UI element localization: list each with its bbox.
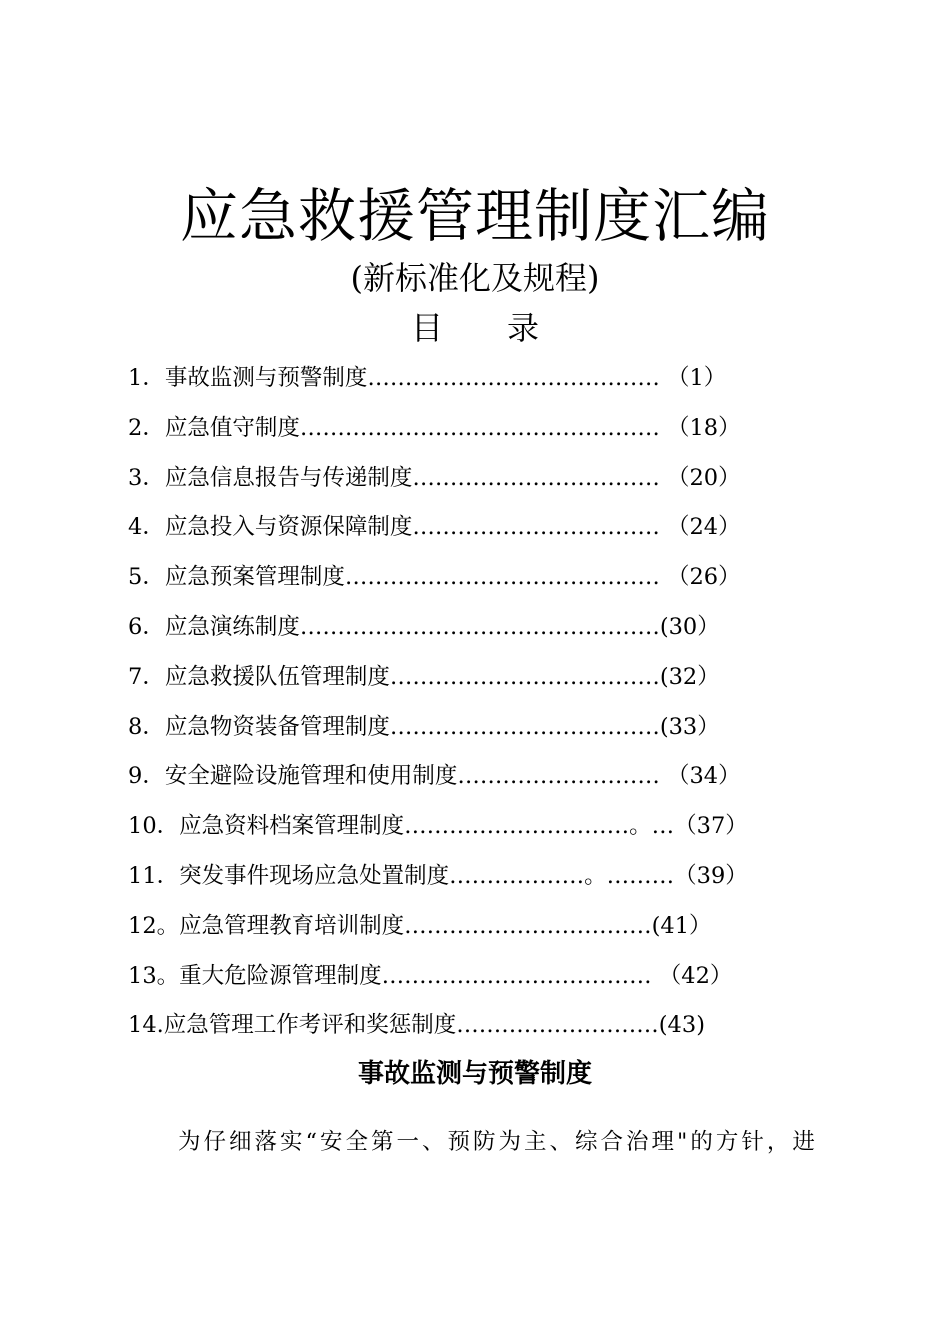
toc-item: 6．应急演练制度…………………………………………(30） — [128, 613, 720, 640]
toc-item: 13。重大危险源管理制度……………………………… （42） — [128, 962, 733, 989]
toc-item: 12。应急管理教育培训制度……………………………(41） — [128, 912, 712, 939]
table-of-contents — [128, 354, 828, 1051]
toc-item: 10．应急资料档案管理制度…………………………。…（37） — [128, 813, 748, 840]
toc-item: 8．应急物资装备管理制度………………………………(33） — [128, 713, 720, 740]
document-title: 应急救援管理制度汇编 — [179, 182, 770, 250]
section-title: 事故监测与预警制度 — [357, 1059, 592, 1089]
toc-item: 14.应急管理工作考评和奖惩制度………………………(43) — [128, 1012, 705, 1039]
toc-item: 5．应急预案管理制度…………………………………… （26） — [128, 564, 741, 591]
toc-item: 7．应急救援队伍管理制度………………………………(32） — [128, 663, 720, 690]
toc-heading-char-1: 目 — [410, 309, 443, 347]
toc-item: 9．安全避险设施管理和使用制度……………………… （34） — [128, 763, 741, 790]
toc-item: 1．事故监测与预警制度………………………………… （1） — [128, 365, 727, 391]
toc-item: 11．突发事件现场应急处置制度………………。………（39） — [128, 862, 748, 889]
toc-item: 4．应急投入与资源保障制度…………………………… （24） — [128, 514, 741, 541]
toc-heading — [0, 306, 950, 350]
toc-item: 3．应急信息报告与传递制度…………………………… （20） — [128, 464, 741, 491]
toc-item: 2．应急值守制度………………………………………… （18） — [128, 414, 741, 441]
document-subtitle: (新标准化及规程) — [350, 259, 600, 297]
toc-heading-char-2: 录 — [507, 309, 540, 347]
body-paragraph: 为仔细落实“安全第一、预防为主、综合治理"的方针，进 — [178, 1129, 818, 1155]
